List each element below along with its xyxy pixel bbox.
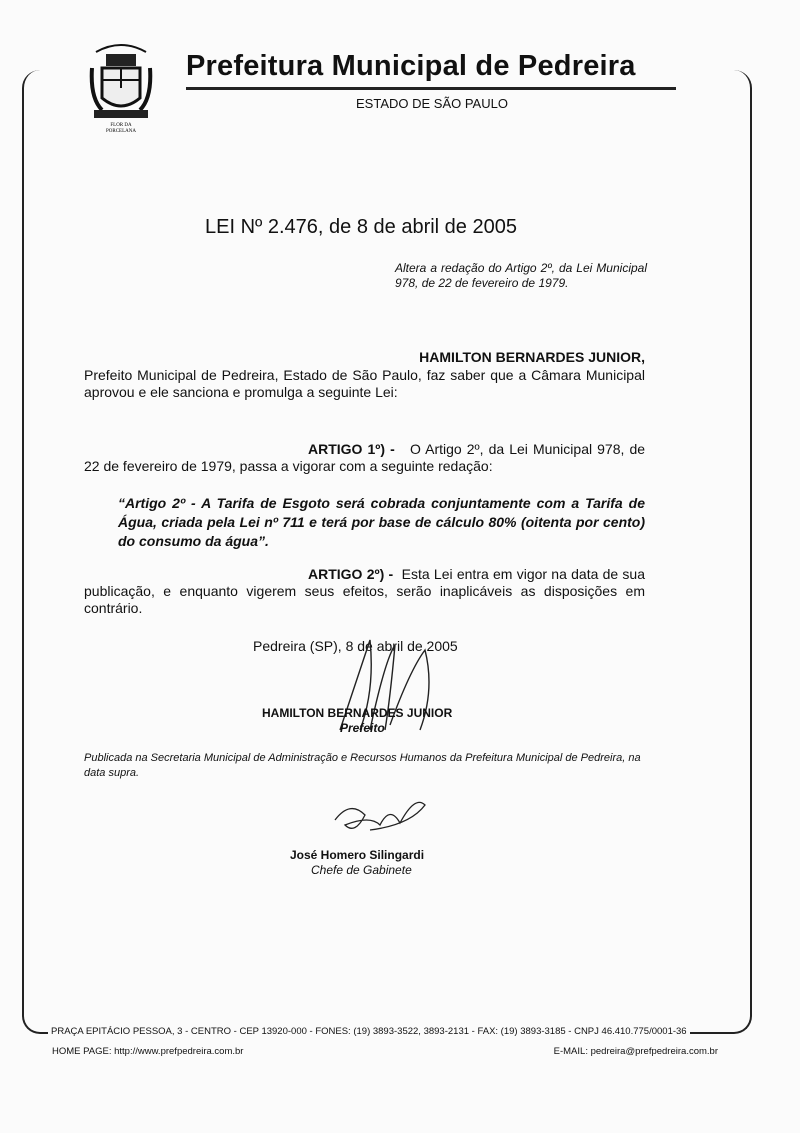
article-2-label: ARTIGO 2º) - (308, 566, 394, 582)
law-summary: Altera a redação do Artigo 2º, da Lei Municipal 978, de 22 de fevereiro de 1979. (395, 261, 647, 290)
law-title: LEI Nº 2.476, de 8 de abril de 2005 (205, 216, 517, 238)
signer-title: Prefeito (340, 721, 385, 735)
page-frame (22, 70, 752, 1034)
footer-email[interactable]: E-MAIL: pedreira@prefpedreira.com.br (553, 1046, 718, 1057)
mayor-name: HAMILTON BERNARDES JUNIOR, (419, 349, 645, 365)
article-2-text: Esta Lei entra em vigor na data de sua publicação, e enquanto vigerem seus efeitos, serão inaplicáveis as disposições em contrário. (84, 566, 646, 616)
article-1 (84, 441, 645, 475)
chief-signature (330, 795, 430, 840)
intro-paragraph: Prefeito Municipal de Pedreira, Estado de São Paulo, faz saber que a Câmara Municipal aprovou e ele sanciona e promulga a seguinte Lei: (84, 367, 645, 400)
municipal-crest-icon (88, 38, 154, 134)
chief-name: José Homero Silingardi (290, 848, 425, 862)
article-1-text: O Artigo 2º, da Lei Municipal 978, de 22 de fevereiro de 1979, passa a vigorar com a seguinte redação: (84, 441, 646, 474)
state-subtitle: ESTADO DE SÃO PAULO (356, 96, 508, 111)
article-1-label: ARTIGO 1º) - (308, 441, 395, 457)
date-line: Pedreira (SP), 8 de abril de 2005 (253, 638, 458, 654)
title-underline (186, 87, 676, 90)
quoted-article: “Artigo 2º - A Tarifa de Esgoto será cobrada conjuntamente com a Tarifa de Água, criada pela Lei nº 711 e terá por base de cálculo 80% (oitenta por cento) do consumo da água”. (118, 495, 645, 549)
institution-title: Prefeitura Municipal de Pedreira (186, 50, 636, 82)
chief-title: Chefe de Gabinete (311, 863, 412, 877)
footer-address: PRAÇA EPITÁCIO PESSOA, 3 - CENTRO - CEP 13920-000 - FONES: (19) 3893-3522, 3893-2131 - FAX: (19) 3893-3185 - CNPJ 46.410.775/0001-36 (48, 1026, 690, 1037)
svg-text:FLOR DA: FLOR DA (110, 123, 132, 128)
svg-text:PORCELANA: PORCELANA (105, 129, 137, 134)
footer-homepage[interactable]: HOME PAGE: http://www.prefpedreira.com.br (52, 1046, 244, 1057)
article-2 (84, 566, 645, 617)
signer-name: HAMILTON BERNARDES JUNIOR (262, 706, 453, 720)
publication-note: Publicada na Secretaria Municipal de Administração e Recursos Humanos da Prefeitura Municipal de Pedreira, na data supra. (84, 752, 641, 779)
